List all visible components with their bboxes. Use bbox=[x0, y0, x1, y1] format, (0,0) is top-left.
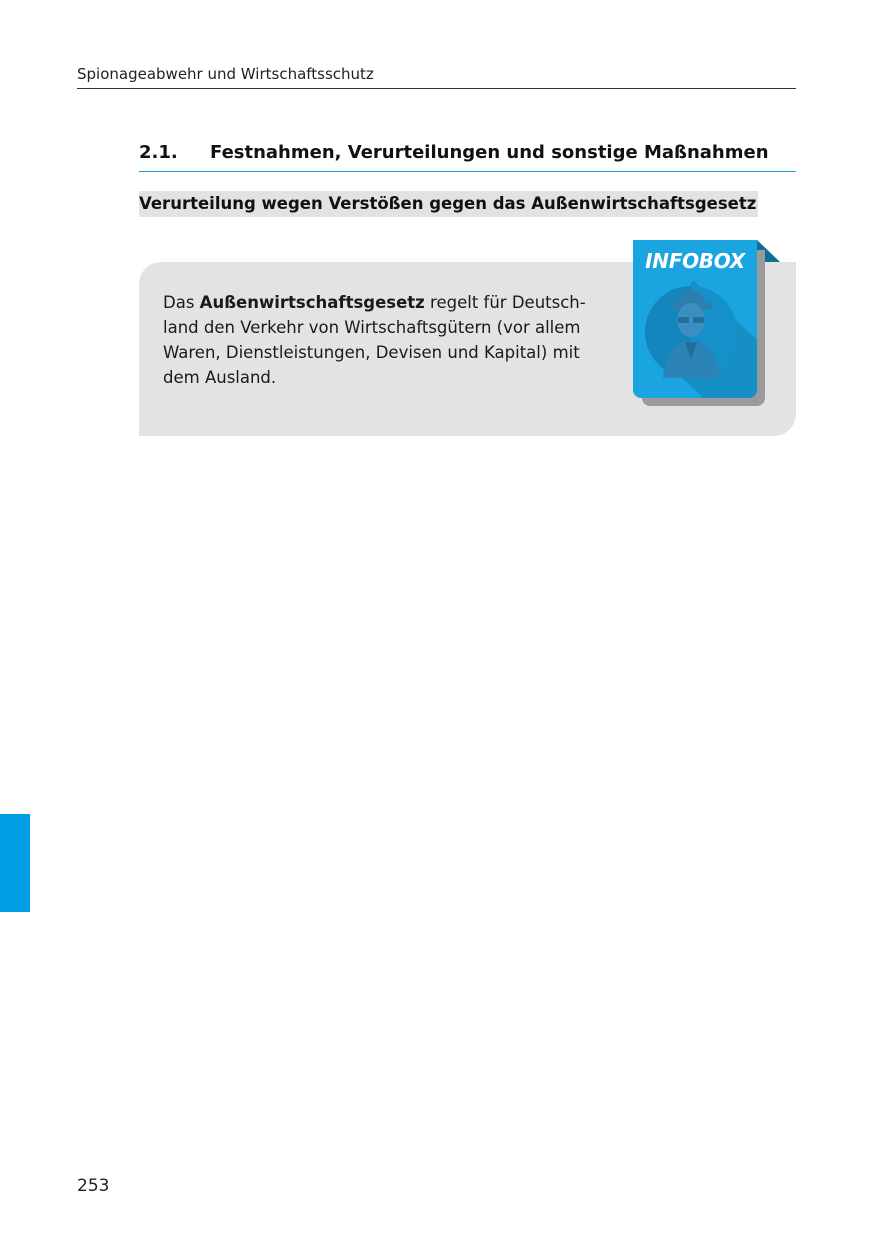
infobox-text bbox=[163, 290, 613, 390]
section-title: Festnahmen, Verurteilungen und sonstige Maßnahmen bbox=[210, 142, 769, 163]
chapter-side-tab bbox=[0, 814, 30, 912]
infobox-badge-label: INFOBOX bbox=[645, 249, 745, 273]
section-rule bbox=[139, 171, 796, 172]
infobox-badge bbox=[633, 240, 757, 398]
page-number: 253 bbox=[77, 1176, 110, 1196]
infobox-text-rest: regelt für Deutsch-land den Verkehr von Wirtschaftsgütern (vor allem Waren, Dienstleistungen, Devisen und Kapital) mit dem Ausland. bbox=[163, 293, 586, 387]
infobox-text-bold: Außenwirtschaftsgesetz bbox=[199, 293, 425, 312]
header-rule bbox=[77, 88, 796, 89]
running-header: Spionageabwehr und Wirtschaftsschutz bbox=[77, 65, 374, 83]
section-heading bbox=[139, 141, 796, 165]
subheading: Verurteilung wegen Verstößen gegen das Außenwirtschaftsgesetz bbox=[139, 191, 758, 217]
infobox-text-prefix: Das bbox=[163, 293, 200, 312]
section-number: 2.1. bbox=[139, 142, 178, 163]
